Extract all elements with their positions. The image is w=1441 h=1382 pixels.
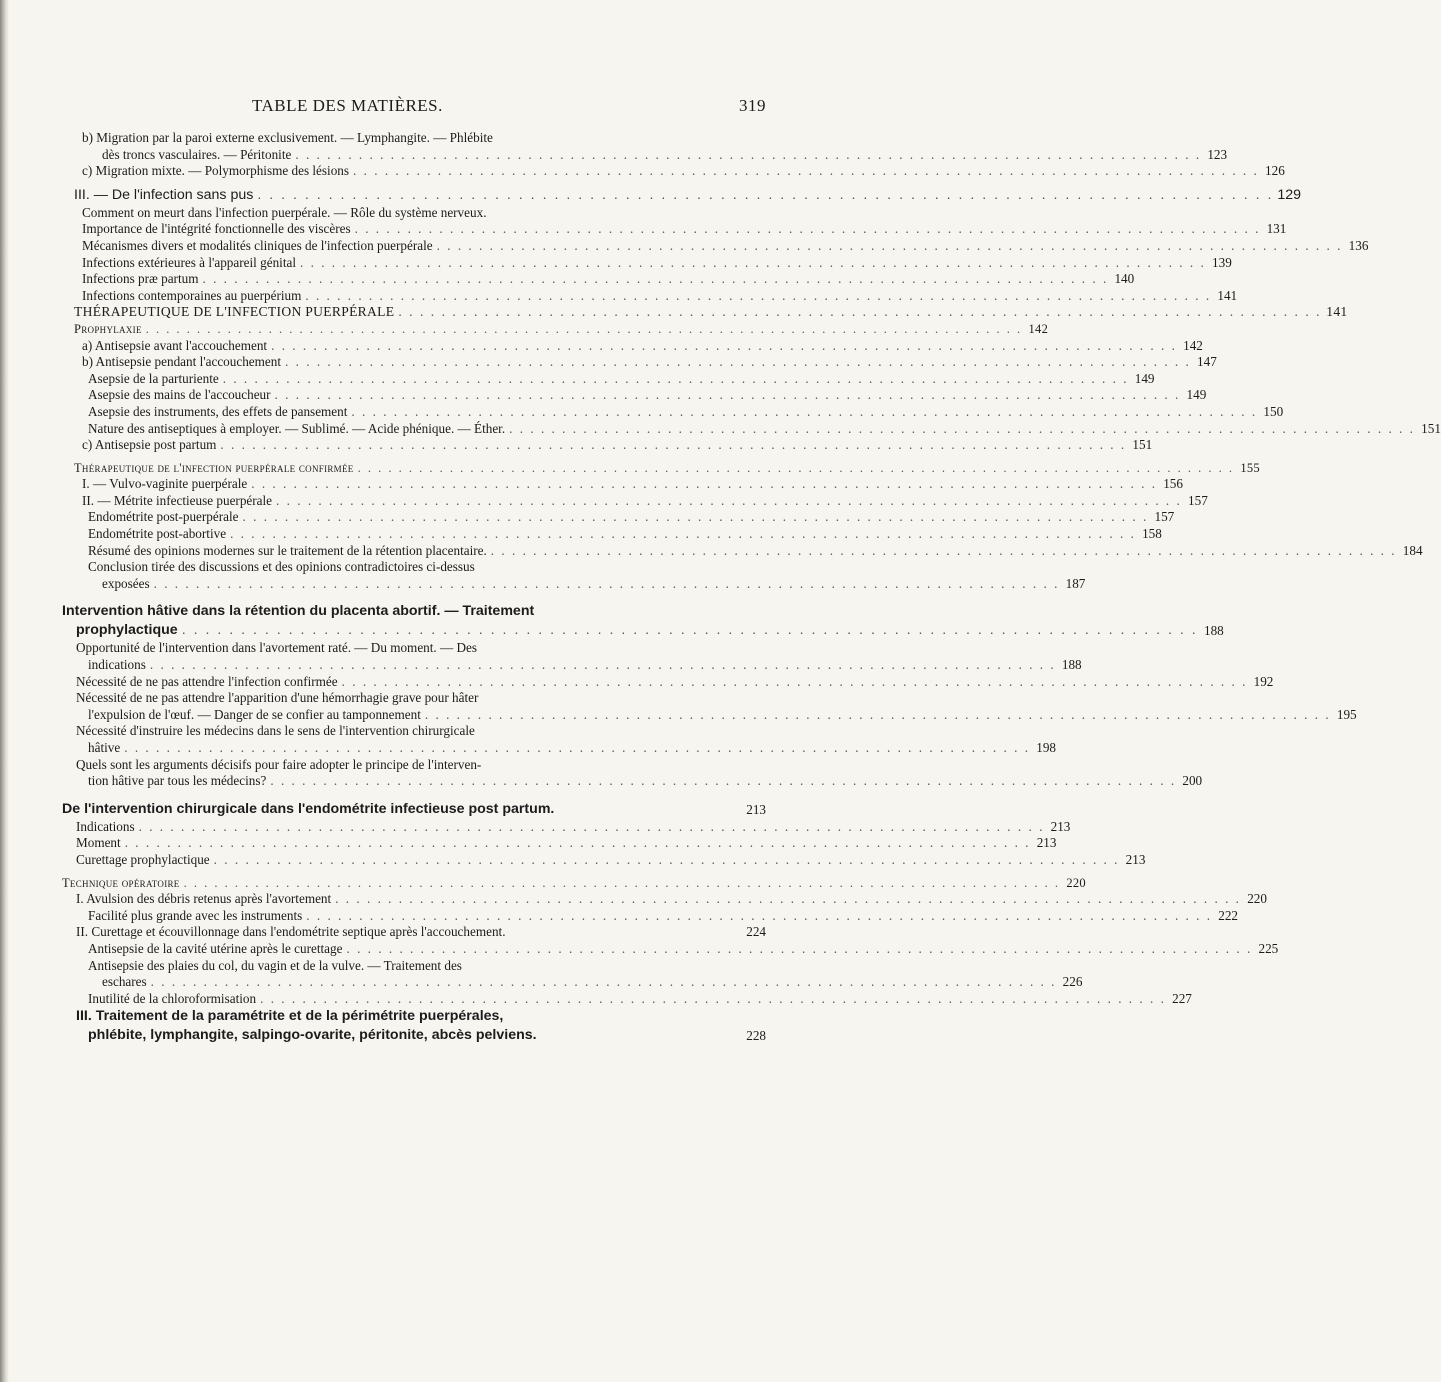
toc-page-ref: 126 [1265,163,1285,179]
toc-entry [62,146,1228,164]
toc-entry-text: I. — Vulvo-vaginite puerpérale [82,476,248,492]
toc-entry-text: Inutilité de la chloroformisation [88,990,257,1006]
toc-entry [62,287,1238,305]
toc-page-ref: 123 [1207,146,1228,162]
toc-entry [62,370,1155,388]
toc-entry-text: Mécanismes divers et modalités cliniques de l'infection puerpérale [82,237,433,253]
toc-entry-line [62,205,766,222]
toc-subpart-heading [62,875,1086,892]
toc-entry [62,924,766,941]
toc-body [62,130,1441,1045]
toc-entry-text: II. — Métrite infectieuse puerpérale [82,492,273,508]
toc-entry [62,387,1207,404]
toc-page-ref: 147 [1197,354,1217,370]
toc-section-heading [62,1026,766,1045]
toc-section-heading [62,621,1224,640]
toc-entry-line [62,690,766,707]
toc-entry [62,509,1175,526]
toc-entry-line [62,640,766,657]
toc-entry-text: De l'intervention chirurgicale dans l'endométrite infectieuse post partum. [62,800,555,817]
toc-entry-text: Antisepsie de la cavité utérine après le curettage [88,940,343,956]
toc-page-ref: 140 [1114,271,1135,287]
toc-page-ref: 200 [1182,773,1203,789]
toc-entry-text: THÉRAPEUTIQUE DE L'INFECTION PUERPÉRALE [74,304,395,320]
toc-page-ref: 139 [1212,254,1232,270]
toc-entry-text: Asepsie des instruments, des effets de pansement [88,403,348,419]
toc-entry-text: c) Antisepsie post partum [82,437,217,453]
toc-page-ref: 198 [1036,740,1056,755]
toc-entry-text: Thérapeutique de l'infection puerpérale confirmée [74,460,354,475]
toc-page-ref: 195 [1336,706,1357,722]
toc-entry [62,476,1183,493]
toc-page-ref: 149 [1186,387,1207,403]
toc-page-ref: 150 [1263,403,1284,419]
toc-page-ref: 192 [1253,673,1274,689]
toc-entry-text: l'expulsion de l'œuf. — Danger de se confier au tamponnement [88,706,421,722]
toc-entry [62,818,1071,836]
toc-page-ref: 151 [1132,437,1153,453]
toc-entry [62,237,1369,255]
toc-part-heading [62,304,1348,321]
toc-entry-text: prophylactique [76,622,178,639]
toc-page-ref: 188 [1203,623,1224,639]
toc-page-ref: 141 [1326,304,1348,320]
toc-entry-text: Facilité plus grande avec les instruments [88,907,303,923]
toc-entry-text: phlébite, lymphangite, salpingo-ovarite, péritonite, abcès pelviens. [88,1027,537,1044]
toc-entry-text: Endométrite post-abortive [88,526,227,542]
toc-entry [62,990,1192,1008]
toc-entry-text: Technique opératoire [62,875,180,890]
toc-entry-text: II. Curettage et écouvillonnage dans l'endométrite septique après l'accouchement. [76,924,506,940]
toc-page-ref: 226 [1062,974,1083,990]
toc-page-ref: 228 [746,1028,766,1044]
toc-entry [62,271,1135,288]
toc-entry [62,420,1441,438]
toc-entry-text: Infections contemporaines au puerpérium [82,287,302,303]
toc-page-ref: 141 [1217,287,1238,303]
toc-page-ref: 156 [1163,476,1183,492]
toc-entry-text: Asepsie de la parturiente [88,370,219,386]
toc-entry-text: Conclusion tirée des discussions et des opinions contradictoires ci-dessus [88,559,475,575]
toc-page-ref: 225 [1258,940,1279,956]
toc-entry-text: hâtive [88,740,121,755]
toc-entry-text: dès troncs vasculaires. — Péritonite [102,146,292,162]
toc-page-ref: 155 [1240,460,1260,475]
toc-page-ref: 213 [746,801,766,817]
toc-entry [62,657,1082,674]
toc-page-ref: 222 [1218,907,1239,923]
toc-entry-text: Nécessité de ne pas attendre l'infection confirmée [76,673,338,689]
toc-entry-text: Quels sont les arguments décisifs pour faire adopter le principe de l'interven- [76,756,482,772]
page-title: TABLE DES MATIÈRES. [252,96,443,115]
toc-page-ref: 213 [1036,835,1057,851]
toc-entry [62,891,1267,908]
toc-section-heading-line [62,1007,766,1026]
toc-page-ref: 136 [1348,237,1369,253]
toc-entry [62,526,1162,543]
toc-entry [62,706,1357,724]
toc-entry [62,835,1057,852]
toc-page-ref: 220 [1066,875,1086,890]
toc-page-ref: 188 [1061,657,1082,673]
toc-entry-text: a) Antisepsie avant l'accouchement [82,337,268,353]
toc-entry [62,337,1203,355]
toc-entry-text: III. — De l'infection sans pus [74,186,254,203]
toc-entry-text: eschares [102,974,147,990]
toc-page-ref: 220 [1247,891,1267,907]
toc-entry [62,542,1423,560]
toc-entry-text: b) Antisepsie pendant l'accouchement [82,354,282,370]
toc-entry-text: Moment [76,835,121,851]
toc-entry [62,673,1274,691]
toc-entry [62,851,1146,869]
toc-entry-text: indications [88,657,146,673]
toc-entry-text: Antisepsie des plaies du col, du vagin et de la vulve. — Traitement des [88,957,462,973]
toc-entry-text: Comment on meurt dans l'infection puerpérale. — Rôle du système nerveux. [82,204,487,220]
toc-entry-text: Endométrite post-puerpérale [88,509,239,525]
toc-entry [62,492,1208,510]
toc-page-ref: 184 [1402,542,1423,558]
toc-entry-line [62,757,766,774]
toc-entry [62,163,1285,180]
toc-entry-line [62,723,766,740]
toc-entry [62,940,1279,958]
toc-section-heading-line [62,602,766,621]
toc-entry-text: Prophylaxie [74,321,142,336]
toc-entry [62,740,1056,757]
toc-page-ref: 158 [1142,526,1162,542]
toc-page-ref: 187 [1065,575,1086,591]
toc-page-ref: 157 [1154,509,1175,525]
toc-entry-text: Infections extérieures à l'appareil génital [82,254,297,270]
toc-page-ref: 129 [1277,186,1302,203]
toc-entry-text: Nécessité d'instruire les médecins dans le sens de l'intervention chirurgicale [76,723,475,739]
toc-entry [62,773,1203,790]
toc-entry-text: b) Migration par la paroi externe exclusivement. — Lymphangite. — Phlébite [82,130,493,145]
toc-entry-text: Asepsie des mains de l'accoucheur [88,387,271,403]
toc-page-ref: 213 [1125,851,1146,867]
toc-entry-text: Curettage prophylactique [76,851,210,867]
toc-entry-text: I. Avulsion des débris retenus après l'avortement [76,891,332,907]
toc-entry-text: c) Migration mixte. — Polymorphisme des lésions [82,163,350,179]
toc-entry [62,437,1153,454]
toc-entry [62,907,1239,925]
toc-subpart-heading [62,321,1049,338]
toc-page-ref: 151 [1421,420,1441,436]
toc-entry [62,254,1232,272]
toc-entry-line [62,958,766,975]
toc-entry-line [62,559,766,576]
toc-page-ref: 157 [1188,492,1208,508]
toc-page-ref: 224 [746,924,766,940]
toc-page-ref: 149 [1134,370,1155,386]
toc-page-ref: 213 [1050,818,1071,834]
toc-entry-text: Nécessité de ne pas attendre l'apparition d'une hémorrhagie grave pour hâter [76,690,479,706]
toc-entry-text: Indications [76,818,135,834]
toc-entry-text: Importance de l'intégrité fonctionnelle des viscères [82,221,351,237]
toc-entry-text: Résumé des opinions modernes sur le traitement de la rétention placentaire. [88,542,487,558]
toc-entry [62,403,1284,421]
toc-subpart-heading [62,460,1260,477]
toc-section-heading [62,800,766,819]
toc-page [62,96,1441,1045]
toc-entry [62,974,1083,991]
page-number: 319 [739,96,766,115]
running-header [62,96,766,122]
toc-entry [62,575,1086,593]
toc-page-ref: 131 [1266,221,1287,237]
toc-page-ref: 142 [1028,321,1049,336]
toc-entry-line [62,130,766,147]
toc-entry-text: Infections præ partum [82,271,199,287]
toc-entry-text: Opportunité de l'intervention dans l'avortement raté. — Du moment. — Des [76,640,478,656]
toc-section-heading [62,186,1302,205]
toc-page-ref: 227 [1172,990,1192,1006]
toc-entry-text: Nature des antiseptiques à employer. — Sublimé. — Acide phénique. — Éther. [88,420,506,436]
toc-page-ref: 142 [1183,337,1203,353]
toc-entry-text: III. Traitement de la paramétrite et de la périmétrite puerpérales, [76,1008,504,1025]
toc-entry [62,221,1287,238]
toc-entry [62,354,1217,371]
toc-entry-text: exposées [102,575,150,591]
toc-entry-text: tion hâtive par tous les médecins? [88,773,267,789]
book-spine-shadow [0,0,9,1382]
toc-entry-text: Intervention hâtive dans la rétention du placenta abortif. — Traitement [62,603,535,620]
